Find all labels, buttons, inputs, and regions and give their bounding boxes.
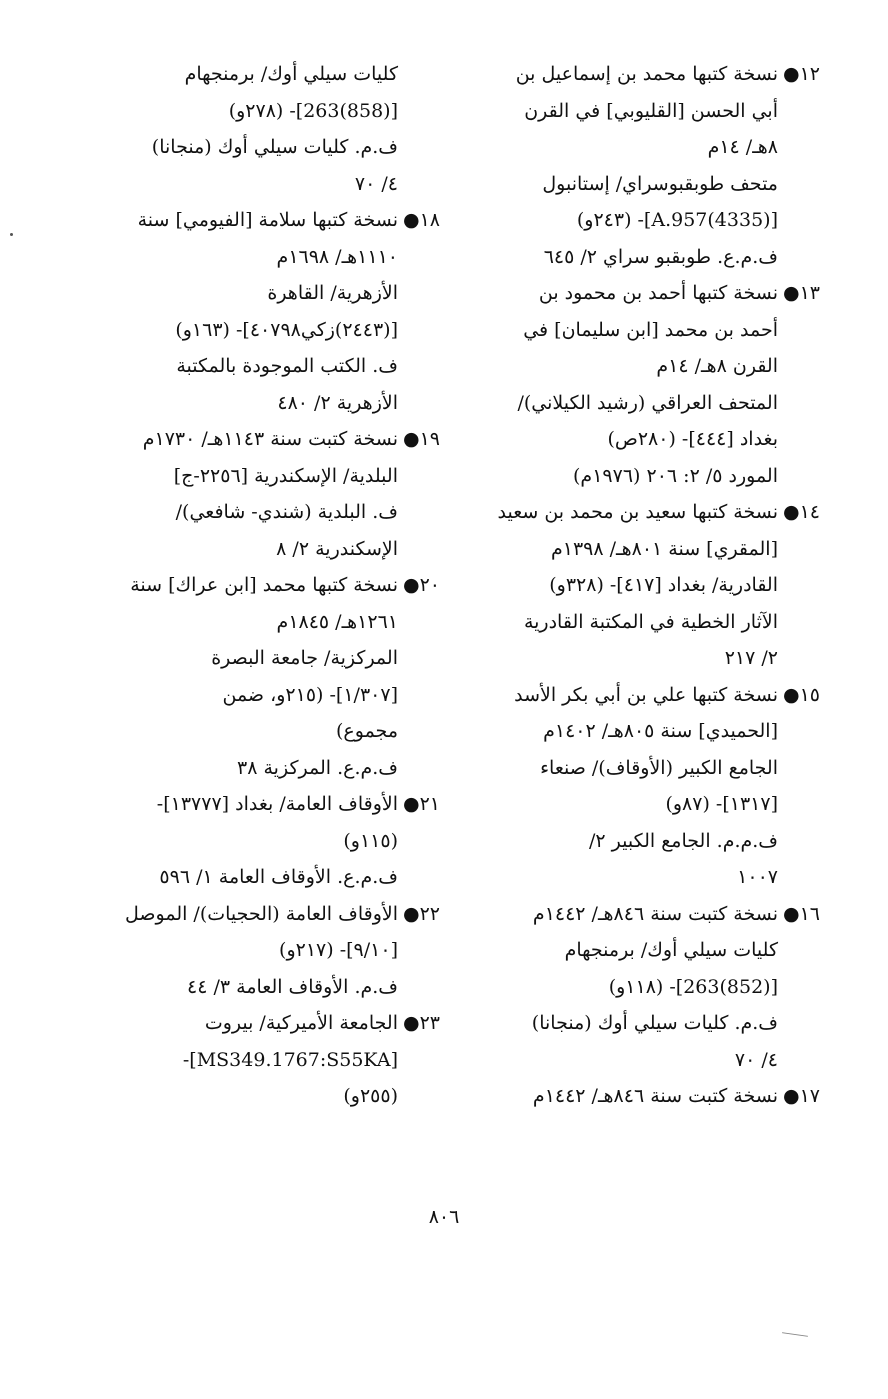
entry-line: الآثار الخطية في المكتبة القادرية bbox=[523, 610, 778, 633]
entry-line: الأوقاف العامة/ بغداد [١٣٧٧٧]- bbox=[156, 793, 398, 815]
entry-15 bbox=[466, 677, 818, 896]
entry-line: كليات سيلي أوك/ برمنجهام bbox=[184, 63, 398, 85]
entry-line: الجامع الكبير (الأوقاف)/ صنعاء bbox=[540, 756, 778, 779]
entry-number: ٢٣● bbox=[402, 1012, 440, 1034]
scan-stroke bbox=[782, 1332, 808, 1337]
entry-line: الأزهرية ٢/ ٤٨٠ bbox=[277, 391, 398, 414]
entry-line: ف. الكتب الموجودة بالمكتبة bbox=[176, 355, 398, 377]
entry-line: نسخة كتبها سلامة [الفيومي] سنة bbox=[137, 209, 398, 231]
entry-line: ١١١٠هـ/ ١٦٩٨م bbox=[276, 245, 398, 268]
entry-line: المورد ٥/ ٢: ٢٠٦ (١٩٧٦م) bbox=[573, 464, 778, 487]
entry-number: ١٨● bbox=[402, 209, 440, 231]
entry-line: الأزهرية/ القاهرة bbox=[267, 282, 398, 304]
entry-line: ف.م. الأوقاف العامة ٣/ ٤٤ bbox=[187, 975, 398, 998]
entry-line: نسخة كتبها محمد بن إسماعيل بن bbox=[515, 63, 778, 85]
entry-line: ٨هـ/ ١٤م bbox=[707, 136, 778, 158]
entry-line: نسخة كتبت سنة ١١٤٣هـ/ ١٧٣٠م bbox=[142, 428, 398, 450]
entry-line: بغداد [٤٤٤]- (٢٨٠ص) bbox=[607, 428, 778, 450]
right-column bbox=[466, 56, 818, 1115]
entry-line: ٤/ ٧٠ bbox=[734, 1048, 778, 1071]
entry-number: ١٢● bbox=[782, 63, 820, 85]
entry-line: ف. البلدية (شندي- شافعي)/ bbox=[175, 501, 398, 523]
entry-line: [(858)263]- (٢٧٨و) bbox=[228, 99, 398, 122]
entry-line: ف.م.ع. طوبقبو سراي ٢/ ٦٤٥ bbox=[543, 245, 778, 268]
entry-number: ١٩● bbox=[402, 428, 440, 450]
entry-line: أبي الحسن [القليوبي] في القرن bbox=[524, 99, 778, 122]
entry-22 bbox=[92, 896, 438, 1006]
entry-line: ف.م.م. الجامع الكبير ٢/ bbox=[588, 829, 778, 852]
entry-line: نسخة كتبها علي بن أبي بكر الأسد bbox=[514, 683, 778, 706]
scan-speck bbox=[10, 233, 13, 236]
entry-line: ف.م. كليات سيلي أوك (منجانا) bbox=[531, 1012, 778, 1034]
entry-18 bbox=[92, 202, 438, 421]
page-number: ٨٠٦ bbox=[428, 1206, 460, 1228]
entry-20 bbox=[92, 567, 438, 786]
entry-line: المتحف العراقي (رشيد الكيلاني)/ bbox=[517, 391, 778, 414]
entry-line: متحف طوبقبوسراي/ إستانبول bbox=[542, 172, 778, 195]
entry-19 bbox=[92, 421, 438, 567]
entry-line: القرن ٨هـ/ ١٤م bbox=[656, 355, 778, 377]
entry-line: [١/٣٠٧]- (٢١٥و، ضمن bbox=[222, 683, 398, 706]
entry-line: (١١٥و) bbox=[343, 829, 398, 852]
entry-line: [الحميدي] سنة ٨٠٥هـ/ ١٤٠٢م bbox=[543, 720, 778, 742]
entry-line: أحمد بن محمد [ابن سليمان] في bbox=[523, 318, 778, 341]
entry-number: ١٦● bbox=[782, 902, 820, 925]
entry-number: ١٤● bbox=[782, 501, 820, 523]
entry-21 bbox=[92, 786, 438, 896]
entry-line: [(852)263]- (١١٨و) bbox=[608, 975, 778, 998]
entry-line: [١٣١٧]- (٨٧و) bbox=[665, 793, 778, 815]
entry-line: ١٢٦١هـ/ ١٨٤٥م bbox=[276, 610, 398, 633]
left-column bbox=[92, 56, 438, 1115]
entry-line: ٤/ ٧٠ bbox=[354, 172, 398, 195]
entry-line: كليات سيلي أوك/ برمنجهام bbox=[564, 939, 778, 961]
entry-line: الأوقاف العامة (الحجيات)/ الموصل bbox=[125, 902, 398, 925]
entry-number: ١٧● bbox=[782, 1085, 820, 1107]
entry-12 bbox=[466, 56, 818, 275]
entry-line: القادرية/ بغداد [٤١٧]- (٣٢٨و) bbox=[549, 574, 778, 596]
entry-line: الإسكندرية ٢/ ٨ bbox=[276, 537, 398, 560]
entry-line: نسخة كتبها أحمد بن محمود بن bbox=[538, 282, 778, 304]
entry-17-continued bbox=[92, 56, 438, 202]
entry-13 bbox=[466, 275, 818, 494]
entry-14 bbox=[466, 494, 818, 677]
entry-line: ف.م. كليات سيلي أوك (منجانا) bbox=[151, 136, 398, 158]
entry-line: [A.957(4335)]- (٢٤٣و) bbox=[576, 209, 778, 231]
entry-line: ف.م.ع. المركزية ٣٨ bbox=[237, 756, 398, 779]
entry-line: نسخة كتبها محمد [ابن عراك] سنة bbox=[130, 574, 398, 596]
entry-number: ٢٢● bbox=[402, 902, 440, 925]
entry-line: [MS349.1767:S55KA]- bbox=[182, 1048, 398, 1071]
entry-line: ف.م.ع. الأوقاف العامة ١/ ٥٩٦ bbox=[159, 866, 398, 888]
entry-17 bbox=[466, 1078, 818, 1115]
entry-line: المركزية/ جامعة البصرة bbox=[211, 647, 398, 669]
entry-line: البلدية/ الإسكندرية [٢٢٥٦-ج] bbox=[173, 464, 398, 487]
entry-line: [المقري] سنة ٨٠١هـ/ ١٣٩٨م bbox=[550, 537, 778, 560]
entry-line: [(٢٤٤٣)زكي٤٠٧٩٨]- (١٦٣و) bbox=[175, 318, 398, 341]
entry-line: ٢/ ٢١٧ bbox=[724, 647, 778, 669]
entry-23 bbox=[92, 1005, 438, 1115]
entry-number: ٢٠● bbox=[402, 574, 440, 596]
entry-number: ١٣● bbox=[782, 282, 820, 304]
entry-number: ٢١● bbox=[402, 793, 440, 815]
entry-line: [٩/١٠]- (٢١٧و) bbox=[279, 939, 398, 961]
entry-line: ١٠٠٧ bbox=[737, 866, 778, 888]
entry-number: ١٥● bbox=[782, 683, 820, 706]
entry-line: مجموع) bbox=[336, 720, 398, 742]
entry-16 bbox=[466, 896, 818, 1079]
entry-line: (٢٥٥و) bbox=[343, 1085, 398, 1107]
entry-line: نسخة كتبت سنة ٨٤٦هـ/ ١٤٤٢م bbox=[532, 1085, 778, 1107]
entry-line: الجامعة الأميركية/ بيروت bbox=[204, 1012, 398, 1034]
entry-line: نسخة كتبت سنة ٨٤٦هـ/ ١٤٤٢م bbox=[532, 902, 778, 925]
entry-line: نسخة كتبها سعيد بن محمد بن سعيد bbox=[497, 501, 778, 523]
